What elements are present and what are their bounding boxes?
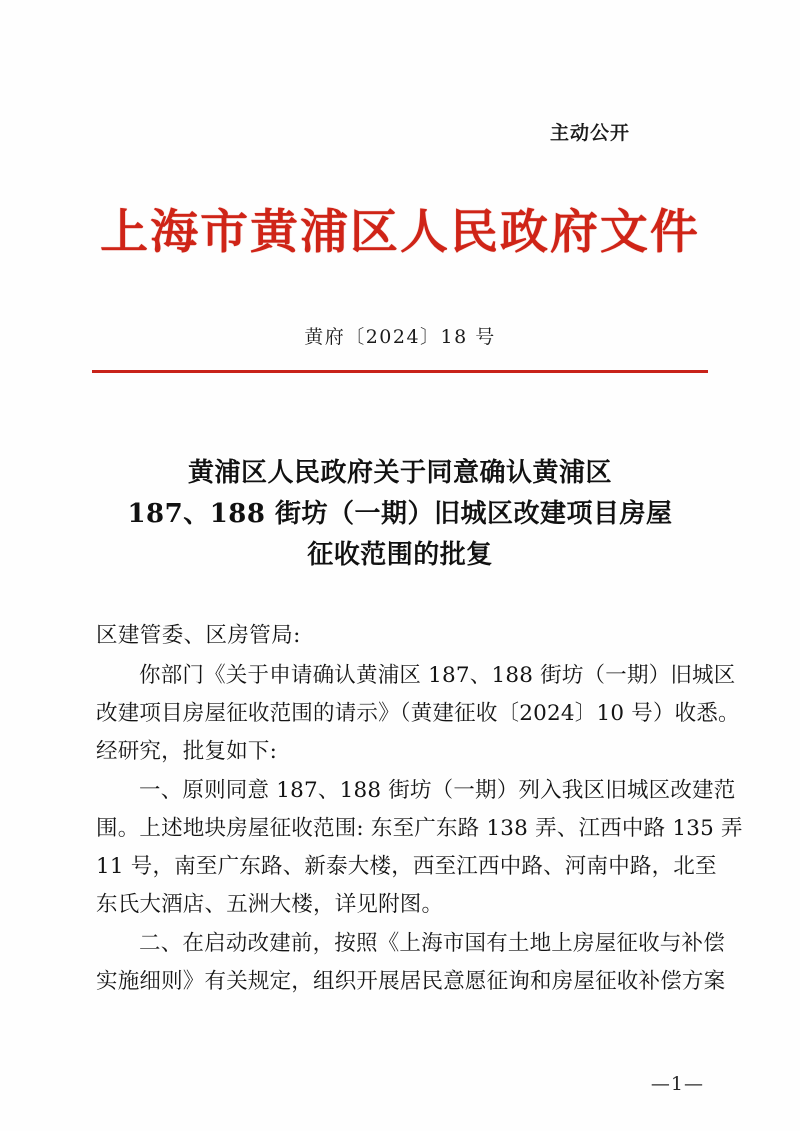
document-title-line: 征收范围的批复 bbox=[307, 539, 493, 570]
document-title bbox=[96, 453, 704, 576]
document-body bbox=[0, 453, 800, 1001]
paragraph-line: 实施细则》有关规定，组织开展居民意愿征询和房屋征收补偿方案 bbox=[96, 968, 726, 994]
paragraph-line: 二、在启动改建前，按照《上海市国有土地上房屋征收与补偿 bbox=[139, 930, 725, 956]
salutation: 区建管委、区房管局: bbox=[96, 622, 301, 648]
masthead-zone bbox=[0, 0, 800, 373]
masthead-title-wrap bbox=[92, 207, 708, 260]
paragraph-line: 东氏大酒店、五洲大楼，详见附图。 bbox=[96, 892, 444, 918]
disclosure-label: 主动公开 bbox=[549, 122, 630, 144]
paragraph-item-one bbox=[96, 772, 743, 925]
paragraph-line: 11 号，南至广东路、新泰大楼，西至江西中路、河南中路，北至 bbox=[96, 854, 717, 880]
masthead-title: 上海市黄浦区人民政府文件 bbox=[100, 205, 700, 260]
masthead-red-rule bbox=[92, 370, 708, 373]
paragraph-line: 围。上述地块房屋征收范围: 东至广东路 138 弄、江西中路 135 弄 bbox=[96, 815, 743, 841]
paragraph-preamble bbox=[96, 657, 740, 772]
paragraph-line: 经研究，批复如下: bbox=[96, 739, 278, 765]
doc-number-wrap bbox=[92, 322, 708, 349]
paragraph-line: 一、原则同意 187、188 街坊（一期）列入我区旧城区改建范 bbox=[139, 777, 736, 803]
document-title-line: 187、188 街坊（一期）旧城区改建项目房屋 bbox=[127, 498, 673, 529]
paragraph-item-two bbox=[96, 925, 726, 1002]
page-footer bbox=[0, 1073, 800, 1095]
paragraph-line: 你部门《关于申请确认黄浦区 187、188 街坊（一期）旧城区 bbox=[139, 662, 736, 688]
page-number: —1— bbox=[650, 1073, 704, 1095]
disclosure-row bbox=[92, 0, 708, 145]
document-title-line: 黄浦区人民政府关于同意确认黄浦区 bbox=[187, 457, 612, 488]
paragraph-line: 改建项目房屋征收范围的请示》（黄建征收〔2024〕10 号）收悉。 bbox=[96, 700, 740, 726]
document-number: 黄府〔2024〕18 号 bbox=[304, 325, 496, 348]
